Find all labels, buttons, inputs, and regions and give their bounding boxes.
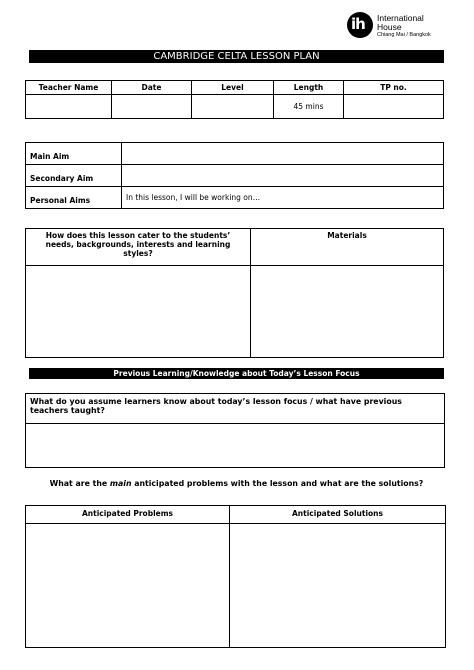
header-length: Length <box>274 81 344 95</box>
header-teacher-name: Teacher Name <box>26 81 112 95</box>
cater-field[interactable] <box>26 266 251 358</box>
ih-logo <box>347 12 457 40</box>
logo-circle-mark <box>347 12 373 38</box>
logo-line-2: House <box>377 22 402 32</box>
materials-field[interactable] <box>251 266 444 358</box>
level-cell[interactable] <box>192 95 274 119</box>
solutions-header: Anticipated Solutions <box>230 506 446 524</box>
teacher-name-cell[interactable] <box>26 95 112 119</box>
previous-learning-bar: Previous Learning/Knowledge about Today’s Lesson Focus <box>29 368 444 379</box>
problems-solutions-table <box>25 505 446 648</box>
length-cell[interactable]: 45 mins <box>274 95 344 119</box>
problems-question <box>29 479 444 488</box>
lesson-info-table <box>25 80 444 119</box>
main-aim-label: Main Aim <box>26 143 122 165</box>
personal-aims-field[interactable]: In this lesson, I will be working on… <box>122 187 444 209</box>
assume-question: What do you assume learners know about today’s lesson focus / what have previous teachers taught? <box>26 394 445 424</box>
assume-table <box>25 393 445 468</box>
cater-materials-table <box>25 228 444 358</box>
logo-line-3: Chiang Mai / Bangkok <box>377 32 431 38</box>
cater-header: How does this lesson cater to the students’ needs, backgrounds, interests and learning styles? <box>26 229 251 266</box>
problems-header: Anticipated Problems <box>26 506 230 524</box>
secondary-aim-label: Secondary Aim <box>26 165 122 187</box>
header-level: Level <box>192 81 274 95</box>
problems-question-start: What are the <box>49 479 110 488</box>
logo-mark-text: ih <box>351 15 365 33</box>
assume-field[interactable] <box>26 424 445 468</box>
date-cell[interactable] <box>112 95 192 119</box>
tp-no-cell[interactable] <box>344 95 444 119</box>
page-title: CAMBRIDGE CELTA LESSON PLAN <box>29 50 444 63</box>
solutions-field[interactable] <box>230 524 446 648</box>
main-aim-field[interactable] <box>122 143 444 165</box>
problems-question-emphasis: main <box>109 479 132 488</box>
materials-header: Materials <box>251 229 444 266</box>
header-date: Date <box>112 81 192 95</box>
secondary-aim-field[interactable] <box>122 165 444 187</box>
header-tp-no: TP no. <box>344 81 444 95</box>
aims-table <box>25 142 444 209</box>
problems-field[interactable] <box>26 524 230 648</box>
personal-aims-label: Personal Aims <box>26 187 122 209</box>
logo-line-1: International <box>377 13 424 23</box>
problems-question-end: anticipated problems with the lesson and what are the solutions? <box>131 479 424 488</box>
